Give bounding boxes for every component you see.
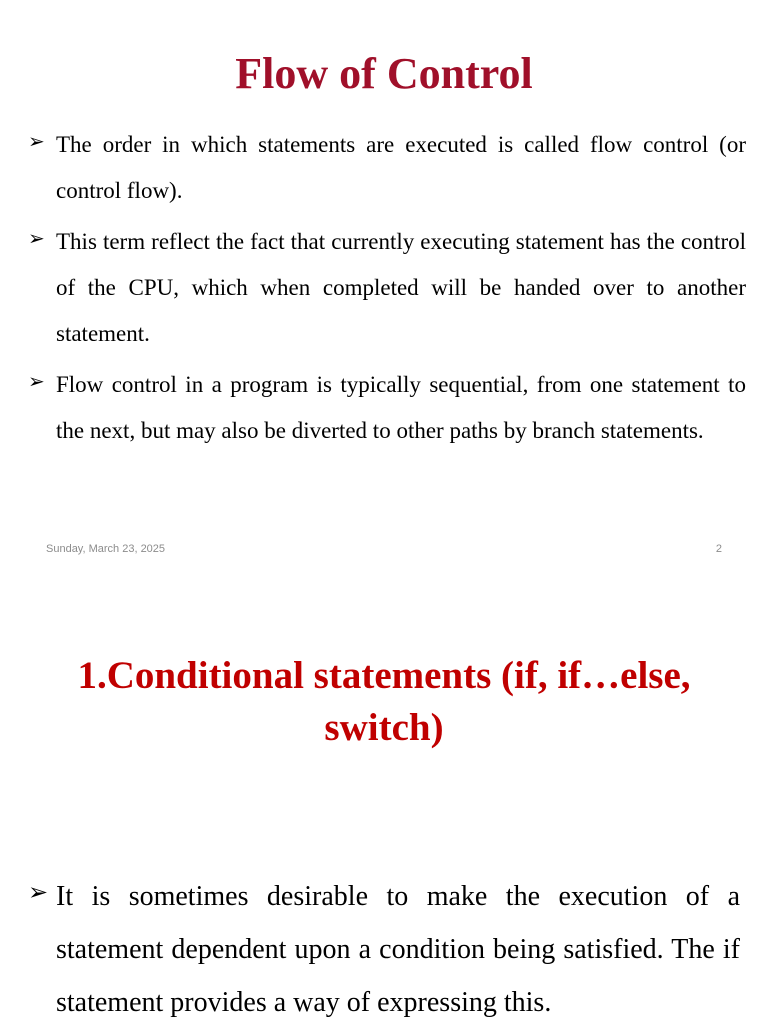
page-number: 2 [715,543,722,555]
slide-2-bullet-1 [28,870,740,1024]
slide-1-title: Flow of Control [235,49,533,98]
slide-2-title: 1.Conditional statements (if, if…else, switch) [77,654,691,749]
bullet-text: It is sometimes desirable to make the execution of a statement dependent upon a condition being satisfied. The if statement provides a way of expressing this. [56,881,740,1018]
footer-date: Sunday, March 23, 2025 [46,543,166,555]
arrowhead-bullet-icon: ➢ [28,129,45,153]
slide-1-bullet-3 [28,362,746,454]
slide-2-bullet-list [28,870,740,1024]
arrowhead-bullet-icon: ➢ [28,226,45,250]
arrowhead-bullet-icon: ➢ [28,369,45,393]
slide-1-bullet-1 [28,122,746,214]
bullet-text: The order in which statements are executed is called flow control (or control flow). [56,132,746,203]
slide-2 [0,576,768,1024]
bullet-text: This term reflect the fact that currently executing statement has the control of the CPU, which when completed will be handed over to another statement. [56,229,746,346]
slide-1-bullet-2 [28,219,746,357]
bullet-text: Flow control in a program is typically sequential, from one statement to the next, but may also be diverted to other paths by branch statements. [56,372,746,443]
slide-1-bullet-list [28,122,746,459]
arrowhead-bullet-icon: ➢ [28,878,49,906]
